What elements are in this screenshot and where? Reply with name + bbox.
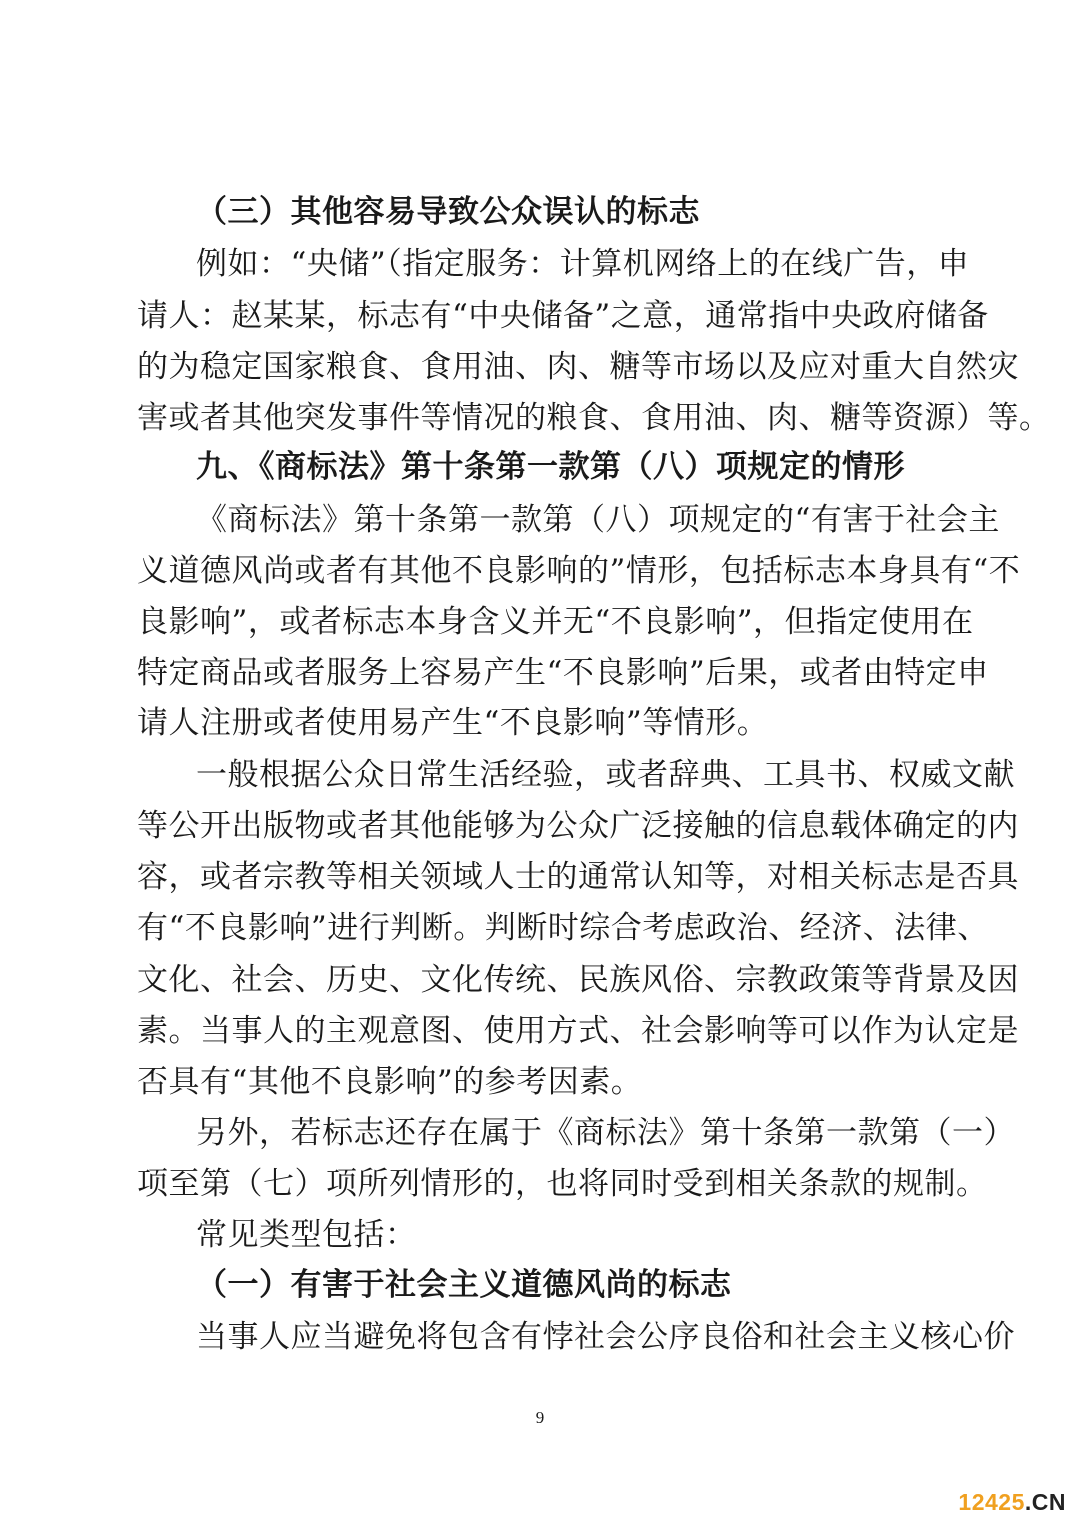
paragraph-line: 例如：“央储”（指定服务：计算机网络上的在线广告，申 [196,246,970,282]
watermark-number: 12425 [958,1489,1025,1515]
site-watermark [958,1489,1066,1516]
chapter-heading-9: 九、《商标法》第十条第一款第（八）项规定的情形 [196,449,905,485]
watermark-domain: .CN [1024,1489,1066,1515]
paragraph-line: 良影响”，或者标志本身含义并无“不良影响”，但指定使用在 [137,604,974,640]
section-heading-3: （三）其他容易导致公众误认的标志 [196,194,700,230]
paragraph-line: 请人：赵某某，标志有“中央储备”之意，通常指中央政府储备 [137,298,989,334]
paragraph-line: 文化、社会、历史、文化传统、民族风俗、宗教政策等背景及因 [137,962,1019,998]
paragraph-line: 另外，若标志还存在属于《商标法》第十条第一款第（一） [196,1115,1015,1151]
paragraph-line: 等公开出版物或者其他能够为公众广泛接触的信息载体确定的内 [137,808,1019,844]
paragraph-line: 容，或者宗教等相关领域人士的通常认知等，对相关标志是否具 [137,859,1019,895]
paragraph-line: 的为稳定国家粮食、食用油、肉、糖等市场以及应对重大自然灾 [137,349,1019,385]
paragraph-line: 害或者其他突发事件等情况的粮食、食用油、肉、糖等资源）等。 [137,400,1051,436]
paragraph-line: 常见类型包括： [196,1217,417,1253]
paragraph-line: 义道德风尚或者有其他不良影响的”情形，包括标志本身具有“不 [137,553,1021,589]
section-heading-1: （一）有害于社会主义道德风尚的标志 [196,1267,732,1303]
paragraph-line: 《商标法》第十条第一款第（八）项规定的“有害于社会主 [196,502,1000,538]
paragraph-line: 特定商品或者服务上容易产生“不良影响”后果，或者由特定申 [137,655,989,691]
paragraph-line: 有“不良影响”进行判断。判断时综合考虑政治、经济、法律、 [137,910,989,946]
paragraph-line: 一般根据公众日常生活经验，或者辞典、工具书、权威文献 [196,757,1015,793]
paragraph-line: 项至第（七）项所列情形的，也将同时受到相关条款的规制。 [137,1166,988,1202]
paragraph-line: 请人注册或者使用易产生“不良影响”等情形。 [137,705,769,741]
paragraph-line: 当事人应当避免将包含有悖社会公序良俗和社会主义核心价 [196,1319,1015,1355]
paragraph-line: 素。当事人的主观意图、使用方式、社会影响等可以作为认定是 [137,1013,1019,1049]
page-number: 9 [535,1408,545,1427]
paragraph-line: 否具有“其他不良影响”的参考因素。 [137,1064,643,1100]
